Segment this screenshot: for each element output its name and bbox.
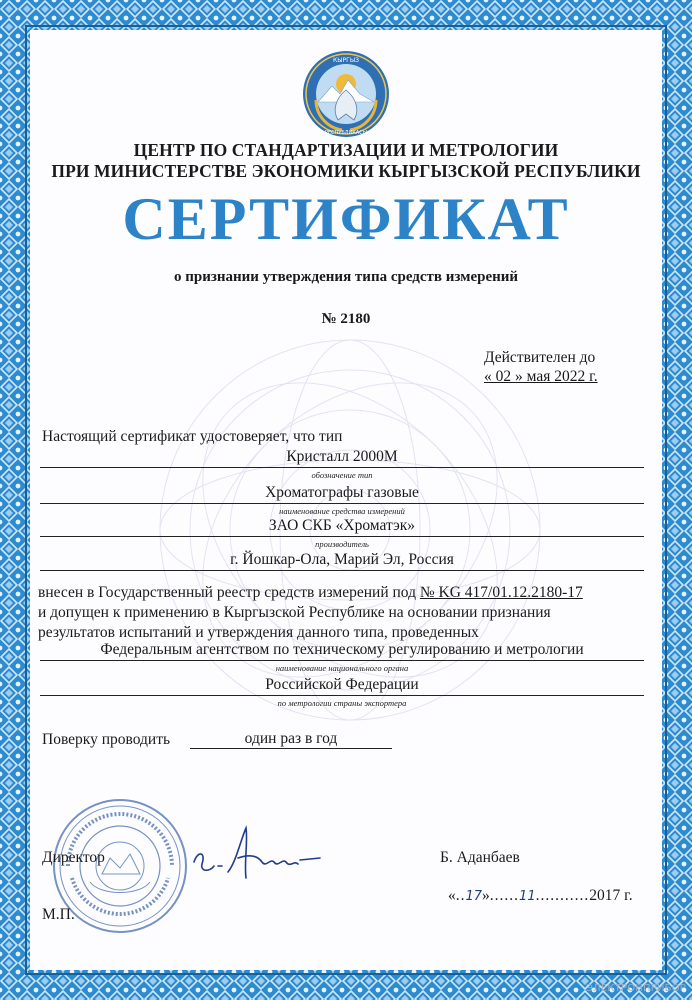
date-month: 11 <box>519 889 536 904</box>
director-label: Директор <box>42 849 105 866</box>
maker-value: ЗАО СКБ «Хроматэк» <box>268 517 416 534</box>
country-value: Российской Федерации <box>265 676 419 693</box>
director-name: Б. Аданбаев <box>440 849 520 866</box>
date-year: 2017 г. <box>589 887 633 904</box>
watermark-text: ЭЛЕКТРОНПРИБОР <box>585 983 686 994</box>
maker-caption: производитель <box>315 539 369 549</box>
country-line <box>40 695 644 696</box>
type-line <box>40 467 644 468</box>
agency-caption: наименование национального органа <box>275 663 409 673</box>
registry-line <box>38 583 583 602</box>
type-caption: обозначение тип <box>311 470 373 480</box>
validity-label: Действителен до <box>484 349 596 366</box>
registry-prefix: внесен в Государственный реестр средств измерений под <box>38 584 416 601</box>
name-value: Хроматографы газовые <box>265 484 419 501</box>
org-line-2: ПРИ МИНИСТЕРСТВЕ ЭКОНОМИКИ КЫРГЫЗСКОЙ РЕСПУБЛИКИ <box>51 161 641 181</box>
certificate-title: СЕРТИФИКАТ <box>122 186 570 252</box>
date-day: 17 <box>465 889 483 904</box>
registry-number: № KG 417/01.12.2180-17 <box>419 584 583 601</box>
agency-line <box>40 660 644 661</box>
agency-value: Федеральным агентством по техническому регулированию и метрологии <box>100 641 584 658</box>
country-caption: по метрологии страны экспортера <box>277 698 407 708</box>
state-emblem <box>302 50 390 138</box>
signature-date: «..17»......11...........2017 г. <box>448 887 633 904</box>
verification-line <box>190 748 392 749</box>
director-signature <box>188 822 328 892</box>
emblem-top-text: КЫРГЫЗ <box>333 57 359 64</box>
name-caption: наименование средства измерений <box>279 506 405 516</box>
date-mid: » <box>482 887 490 904</box>
name-line <box>40 503 644 504</box>
admission-line: и допущен к применению в Кыргызской Республике на основании признания <box>38 604 551 621</box>
seal-label: М.П. <box>42 906 75 923</box>
type-value: Кристалл 2000М <box>286 448 398 465</box>
verification-label: Поверку проводить <box>42 731 171 748</box>
maker-line <box>40 536 644 537</box>
verification-value: один раз в год <box>244 730 338 747</box>
intro-text: Настоящий сертификат удостоверяет, что тип <box>42 428 343 445</box>
place-line <box>40 570 644 571</box>
place-value: г. Йошкар-Ола, Марий Эл, Россия <box>230 551 454 568</box>
emblem-bottom-text: РЕСПУБЛИКАСЫ <box>324 130 368 136</box>
org-line-1: ЦЕНТР ПО СТАНДАРТИЗАЦИИ И МЕТРОЛОГИИ <box>133 140 559 160</box>
certificate-number: № 2180 <box>321 311 371 327</box>
results-line: результатов испытаний и утверждения данного типа, проведенных <box>38 624 479 641</box>
certificate-subtitle: о признании утверждения типа средств измерений <box>173 269 519 285</box>
validity-date: « 02 » мая 2022 г. <box>484 368 598 385</box>
date-open: « <box>448 887 456 904</box>
